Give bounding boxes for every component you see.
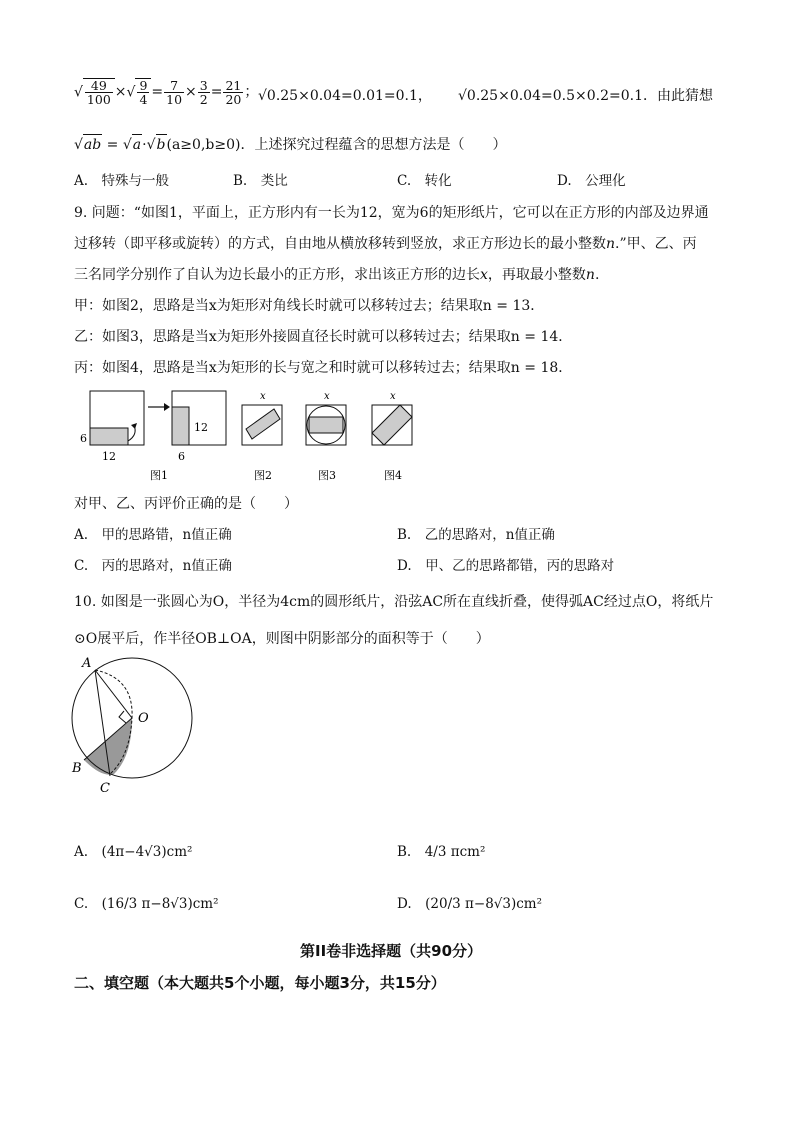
q8-question: ．上述探究过程蕴含的思想方法是（ ） bbox=[240, 137, 507, 153]
fig4-rect bbox=[372, 405, 412, 445]
q10-figure bbox=[62, 656, 202, 796]
fig1-label: 图1 bbox=[150, 469, 168, 482]
section-2-title: 第II卷非选择题（共90分） bbox=[300, 942, 483, 960]
q10-line2: ⊙O展平后，作半径OB⊥OA，则图中阴影部分的面积等于（ ） bbox=[74, 631, 490, 647]
q9-option-b[interactable]: B. 乙的思路对，n值正确 bbox=[397, 527, 555, 543]
sqrt-49-100: √ $\frac{49}{100}$ bbox=[74, 78, 115, 106]
q10-shaded-region bbox=[84, 718, 132, 775]
sqrt-ab: √ab = √a·√b bbox=[74, 137, 167, 153]
q8-computation-line: √ $\frac{49}{100}$ ×√ $\frac{9}{4}$ = $\frac{7}{10}$ × $\frac{3}{2}$ = $\frac{21}{20}$ ； bbox=[74, 77, 259, 107]
q8-conjecture-line bbox=[74, 134, 506, 155]
sqrt-9-4: √ $\frac{9}{4}$ bbox=[127, 78, 152, 106]
fig1-dim-12-right: 12 bbox=[194, 421, 208, 434]
q10-option-a[interactable]: A. (4π−4√3)cm² bbox=[74, 844, 193, 860]
q10-option-a-text: (4π−4√3)cm² bbox=[101, 844, 193, 860]
q10-option-b-text: 4/3 πcm² bbox=[424, 844, 486, 860]
q10-option-d-text: (20/3 π−8√3)cm² bbox=[425, 896, 543, 912]
q9-option-d[interactable]: D. 甲、乙的思路都错，丙的思路对 bbox=[397, 558, 615, 574]
fig3-x: x bbox=[324, 391, 330, 402]
fig2-rect bbox=[246, 409, 280, 439]
q9-option-c[interactable]: C. 丙的思路对，n值正确 bbox=[74, 558, 232, 574]
q10-option-d[interactable]: D. (20/3 π−8√3)cm² bbox=[397, 896, 543, 912]
q9-line1: 9. 问题：“如图1，平面上，正方形内有一长为12，宽为6的矩形纸片，它可以在正方形的内部及边界通 bbox=[74, 205, 709, 221]
q8-option-d[interactable]: D. 公理化 bbox=[557, 173, 626, 189]
fig1-rotate-arrowhead bbox=[131, 423, 137, 429]
q9-question: 对甲、乙、丙评价正确的是（ ） bbox=[74, 496, 298, 512]
fill-in-blank-heading: 二、填空题（本大题共5个小题，每小题3分，共15分） bbox=[74, 974, 446, 992]
fig1-dim-12-bottom: 12 bbox=[102, 450, 116, 463]
q8-condition: (a≥0,b≥0) bbox=[166, 137, 241, 153]
fig2-x: x bbox=[260, 391, 266, 402]
fig3-rect bbox=[309, 417, 343, 433]
q10-point-c: C bbox=[100, 781, 110, 796]
q8-semicolon: ； bbox=[244, 84, 259, 100]
fig1-dim-6-bottom: 6 bbox=[178, 450, 185, 463]
q9-line3: 三名同学分别作了自认为边长最小的正方形，求出该正方形的边长x，再取最小整数n. bbox=[74, 267, 600, 283]
q8-option-b[interactable]: B. 类比 bbox=[233, 173, 288, 189]
q9-line2: 过移转（即平移或旋转）的方式，自由地从横放移转到竖放，求正方形边长的最小整数n.”甲、乙、丙 bbox=[74, 236, 697, 252]
q8-option-a[interactable]: A. 特殊与一般 bbox=[74, 173, 170, 189]
fig1-dim-6: 6 bbox=[80, 432, 87, 445]
q10-point-a: A bbox=[82, 656, 92, 671]
q10-line1: 10. 如图是一张圆心为O，半径为4cm的圆形纸片，沿弦AC所在直线折叠，使得弧AC经过点O，将纸片 bbox=[74, 594, 714, 610]
q10-right-angle bbox=[119, 711, 126, 723]
fig2-label: 图2 bbox=[254, 469, 272, 482]
q10-point-o: O bbox=[138, 711, 149, 726]
fig4-label: 图4 bbox=[384, 469, 402, 482]
fig1-rect-horizontal bbox=[90, 428, 128, 445]
q10-option-c[interactable]: C. (16/3 π−8√3)cm² bbox=[74, 896, 219, 912]
q8-eq2: √0.25×0.04=0.5×0.2=0.1．由此猜想 bbox=[458, 88, 713, 104]
fig3-label: 图3 bbox=[318, 469, 336, 482]
q10-option-c-text: (16/3 π−8√3)cm² bbox=[101, 896, 219, 912]
q9-jia: 甲：如图2，思路是当x为矩形对角线长时就可以移转过去；结果取n = 13． bbox=[74, 298, 545, 314]
q9-option-a[interactable]: A. 甲的思路错，n值正确 bbox=[74, 527, 232, 543]
fig1-rect-vertical bbox=[172, 407, 189, 445]
fig4-x: x bbox=[390, 391, 396, 402]
fig1-arrow-head bbox=[164, 403, 170, 411]
q8-option-c[interactable]: C. 转化 bbox=[397, 173, 452, 189]
q9-figures bbox=[78, 385, 438, 485]
q9-yi: 乙：如图3，思路是当x为矩形外接圆直径长时就可以移转过去；结果取n = 14． bbox=[74, 329, 573, 345]
q10-point-b: B bbox=[72, 761, 82, 776]
q9-bing: 丙：如图4，思路是当x为矩形的长与宽之和时就可以移转过去；结果取n = 18． bbox=[74, 360, 573, 376]
q10-option-b[interactable]: B. 4/3 πcm² bbox=[397, 844, 486, 860]
q8-eq1: √0.25×0.04=0.01=0.1， bbox=[258, 88, 432, 104]
